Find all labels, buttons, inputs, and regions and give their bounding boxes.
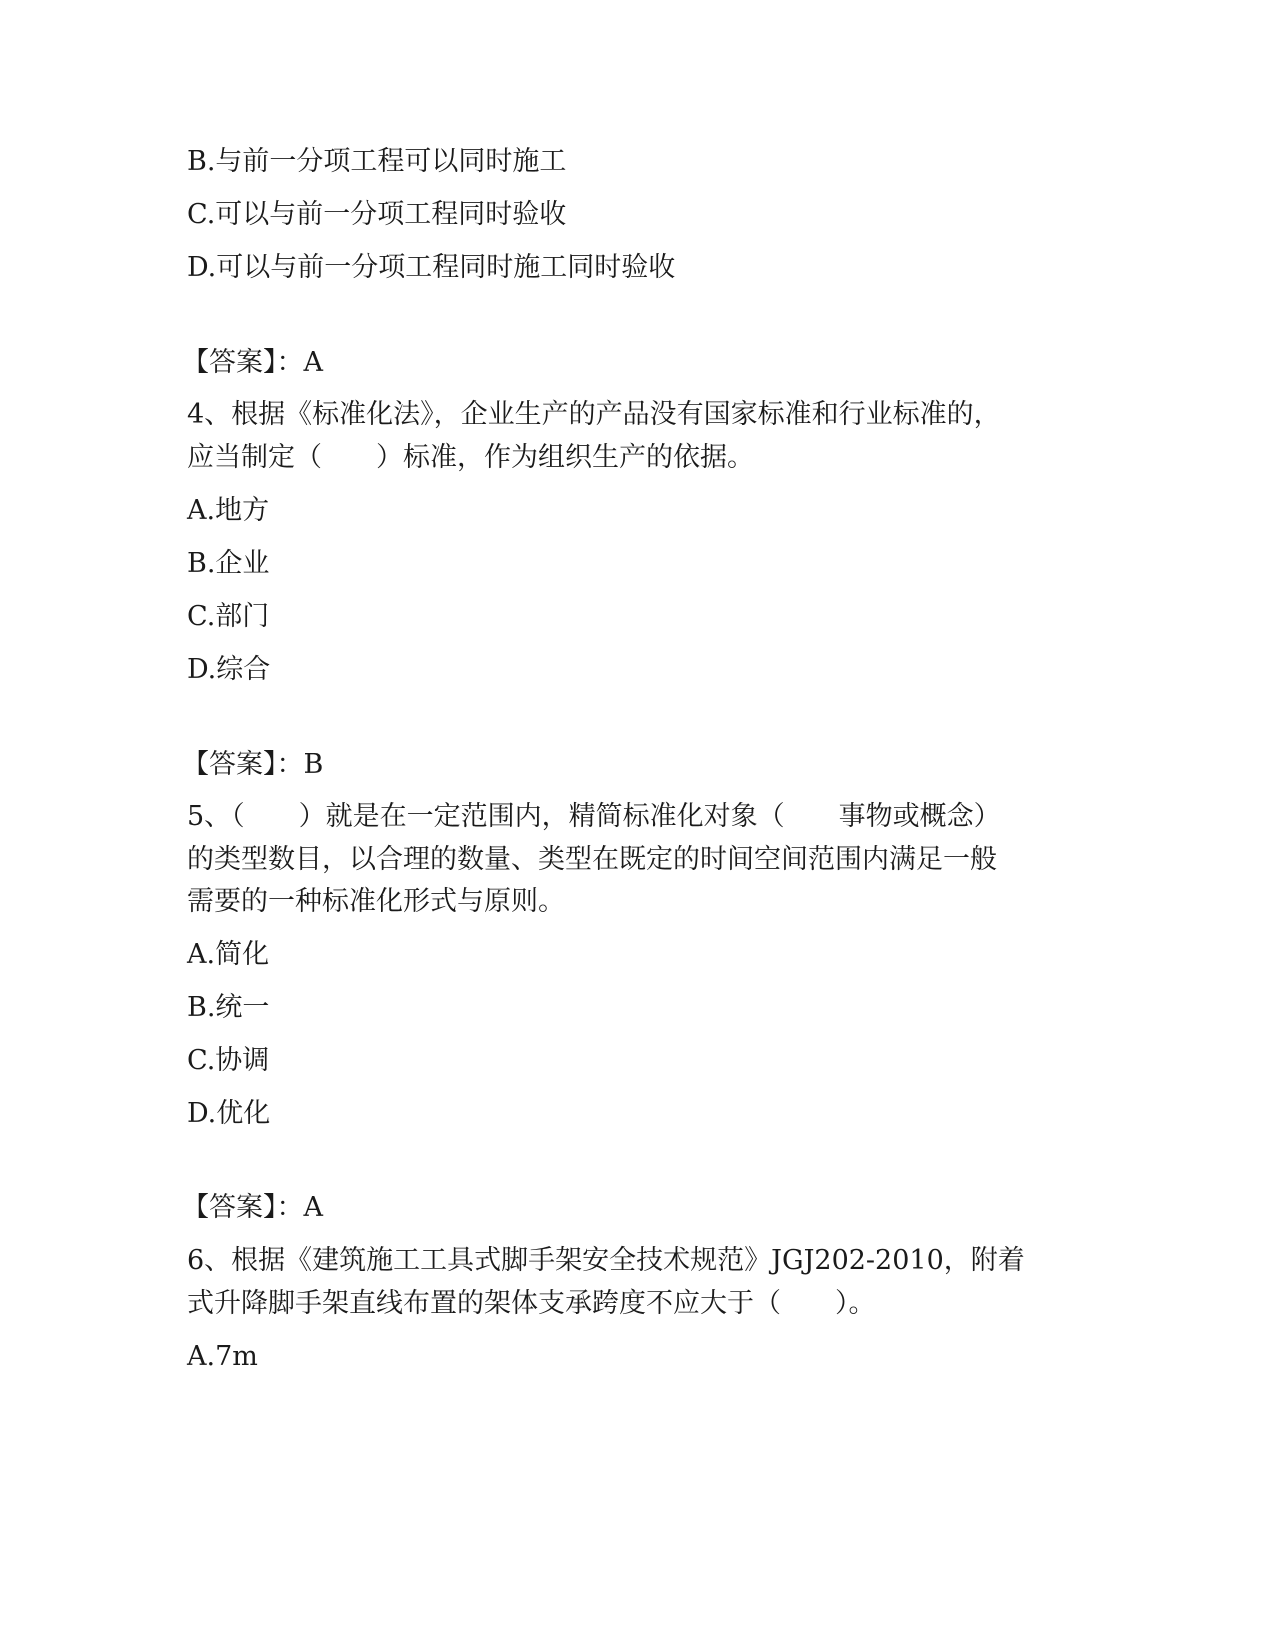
q6-stem-line1: 6、根据《建筑施工工具式脚手架安全技术规范》JGJ202-2010，附着 — [187, 1245, 1025, 1276]
q3-option-d: D.可以与前一分项工程同时施工同时验收 — [187, 252, 676, 283]
q4-stem-line1: 4、根据《标准化法》，企业生产的产品没有国家标准和行业标准的， — [187, 399, 1001, 430]
q5-option-b: B.统一 — [187, 992, 270, 1023]
q4-option-b: B.企业 — [187, 548, 270, 579]
q5-stem-line1: 5、（ ）就是在一定范围内，精简标准化对象（ 事物或概念） — [187, 801, 1001, 832]
q3-option-b: B.与前一分项工程可以同时施工 — [187, 146, 567, 177]
q3-answer: 【答案】：A — [182, 347, 323, 378]
q5-answer: 【答案】：A — [182, 1192, 323, 1223]
q4-option-c: C.部门 — [187, 601, 270, 632]
q5-option-a: A.简化 — [187, 939, 270, 970]
q4-option-d: D.综合 — [187, 654, 271, 685]
q6-option-a: A.7m — [187, 1341, 258, 1372]
q5-option-c: C.协调 — [187, 1045, 270, 1076]
q4-stem-line2: 应当制定（ ）标准，作为组织生产的依据。 — [187, 442, 754, 473]
q3-option-c: C.可以与前一分项工程同时验收 — [187, 199, 567, 230]
q5-stem-line2: 的类型数目，以合理的数量、类型在既定的时间空间范围内满足一般 — [187, 844, 997, 875]
q5-option-d: D.优化 — [187, 1098, 271, 1129]
q6-stem-line2: 式升降脚手架直线布置的架体支承跨度不应大于（ ）。 — [187, 1288, 876, 1319]
q4-answer: 【答案】：B — [182, 749, 324, 780]
q5-stem-line3: 需要的一种标准化形式与原则。 — [187, 886, 565, 917]
q4-option-a: A.地方 — [187, 495, 270, 526]
